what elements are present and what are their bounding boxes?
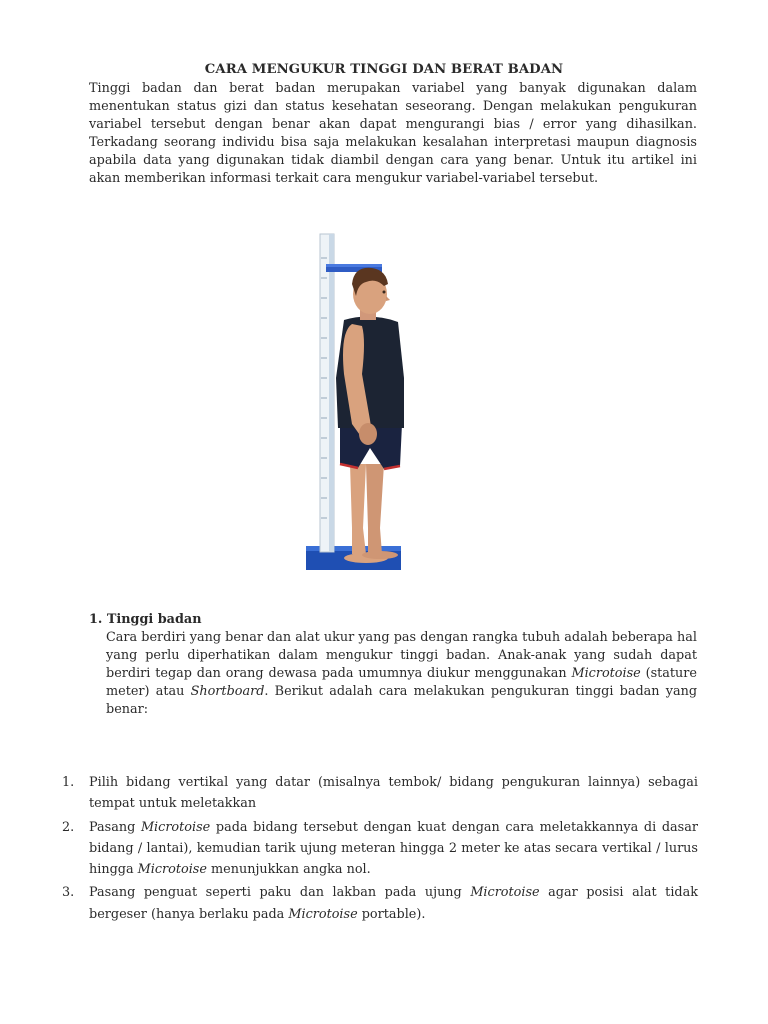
list-item	[62, 817, 698, 881]
list-item	[62, 772, 698, 815]
step-text	[89, 885, 698, 921]
section-term-microtoise: Microtoise	[571, 665, 641, 681]
step-number: 3.	[62, 885, 75, 901]
step-term: Microtoise	[288, 906, 358, 922]
section-text-1: Cara berdiri yang benar dan alat ukur yang pas dengan rangka tubuh adalah beberapa hal yang perlu diperhatikan dalam mengukur tinggi badan. Anak-anak yang sudah dapat berdiri tegap dan orang dewasa pada umumnya diukur menggunakan	[106, 630, 697, 681]
step-text-c: menunjukkan angka nol.	[206, 862, 371, 878]
list-item	[62, 882, 698, 925]
step-term: Microtoise	[137, 862, 207, 878]
step-term: Microtoise	[140, 819, 211, 835]
stadiometer-illustration	[300, 228, 430, 578]
step-text-a: Pasang penguat seperti paku dan lakban pada ujung	[89, 885, 471, 901]
step-text	[89, 820, 698, 878]
stadiometer-icon	[300, 228, 430, 578]
step-text-a: Pasang	[89, 819, 141, 835]
document-title: CARA MENGUKUR TINGGI DAN BERAT BADAN	[204, 62, 564, 77]
section-heading-tinggi-badan: 1. Tinggi badan	[89, 612, 202, 627]
step-text-b: agar posisi alat tidak bergeser (hanya berlaku pada	[89, 885, 698, 922]
measurement-steps-list	[62, 772, 698, 927]
section-term-shortboard: Shortboard	[190, 683, 265, 699]
section-text-3: . Berikut adalah cara melakukan pengukuran tinggi badan yang benar:	[106, 683, 698, 717]
section-text-2: (stature meter) atau	[106, 665, 697, 699]
step-text-b: pada bidang tersebut dengan kuat dengan cara meletakkannya di dasar bidang / lantai), kemudian tarik ujung meteran hingga 2 meter ke atas secara vertikal / lurus hingga	[89, 819, 698, 878]
step-number: 1.	[62, 775, 75, 790]
step-term: Microtoise	[470, 885, 540, 901]
step-text: Pilih bidang vertikal yang datar (misalnya tembok/ bidang pengukuran lainnya) sebagai tempat untuk meletakkan	[89, 775, 698, 812]
intro-paragraph: Tinggi badan dan berat badan merupakan variabel yang banyak digunakan dalam menentukan status gizi dan status kesehatan seseorang. Dengan melakukan pengukuran variabel tersebut dengan benar akan dapat mengurangi bias / error yang dihasilkan. Terkadang seorang individu bisa saja melakukan kesalahan interpretasi maupun diagnosis apabila data yang digunakan tidak diambil dengan cara yang benar. Untuk itu artikel ini akan memberikan informasi terkait cara mengukur variabel-variabel tersebut.	[89, 81, 697, 186]
section-paragraph	[106, 629, 697, 719]
step-number: 2.	[62, 819, 75, 835]
step-text-c: portable).	[357, 906, 426, 922]
